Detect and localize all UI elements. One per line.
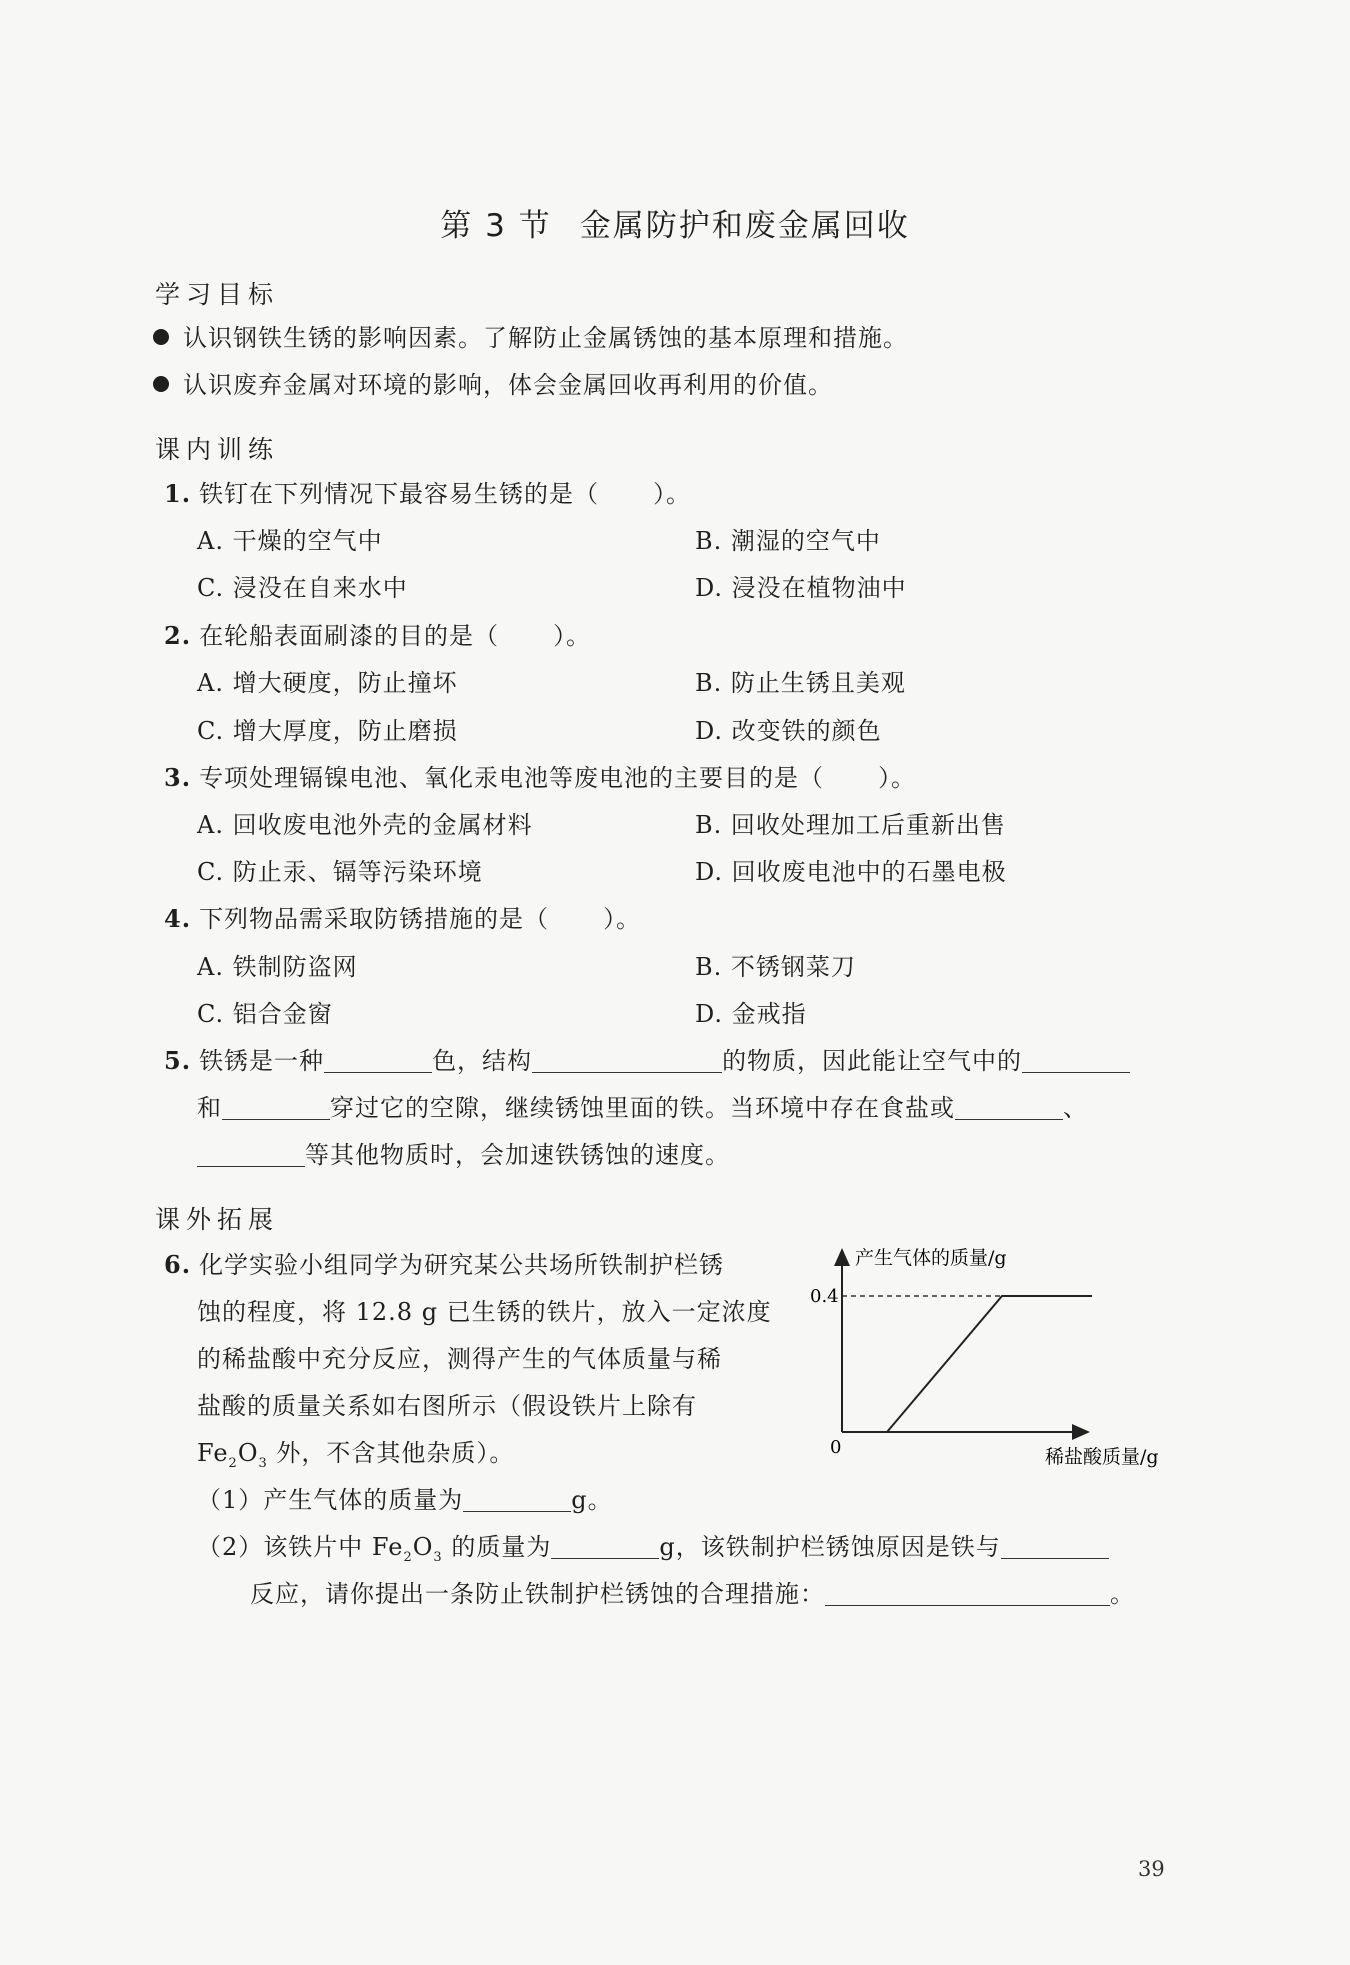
question-6: 6. 化学实验小组同学为研究某公共场所铁制护栏锈: [164, 1250, 725, 1279]
fill-blank[interactable]: [532, 1048, 722, 1073]
question-6-line: 盐酸的质量关系如右图所示（假设铁片上除有: [197, 1392, 697, 1420]
question-5: 5. 铁锈是一种 色，结构 的物质，因此能让空气中的: [164, 1046, 1130, 1076]
option-c: C. 铝合金窗: [197, 1000, 333, 1028]
objective-item: 认识废弃金属对环境的影响，体会金属回收再利用的价值。: [153, 370, 833, 400]
origin-label: 0: [830, 1437, 842, 1458]
option-d: D. 改变铁的颜色: [695, 717, 882, 745]
fill-blank[interactable]: [222, 1095, 330, 1120]
gas-mass-series-line: [887, 1296, 1092, 1432]
option-d: D. 回收废电池中的石墨电极: [695, 858, 1007, 886]
fill-blank[interactable]: [463, 1487, 571, 1512]
fill-blank[interactable]: [551, 1534, 659, 1559]
y-tick-label: 0.4: [810, 1286, 839, 1307]
fill-blank[interactable]: [955, 1095, 1063, 1120]
option-c: C. 浸没在自来水中: [197, 574, 408, 602]
question-5-line-3: 等其他物质时，会加速铁锈蚀的速度。: [197, 1140, 730, 1170]
fill-blank[interactable]: [1001, 1534, 1109, 1559]
option-b: B. 回收处理加工后重新出售: [695, 811, 1006, 839]
question-6-line: 的稀盐酸中充分反应，测得产生的气体质量与稀: [197, 1345, 722, 1373]
fill-blank[interactable]: [324, 1048, 432, 1073]
question-4: 4. 下列物品需采取防锈措施的是（ ）。: [164, 904, 642, 933]
option-a: A. 铁制防盗网: [197, 953, 358, 981]
section-title: [0, 200, 1350, 245]
section-title-text: 金属防护和废金属回收: [579, 208, 910, 244]
option-a: A. 回收废电池外壳的金属材料: [197, 811, 533, 839]
fill-blank[interactable]: [825, 1581, 1110, 1606]
fill-blank[interactable]: [197, 1142, 305, 1167]
gas-mass-chart: [800, 1240, 1159, 1470]
option-b: B. 不锈钢菜刀: [695, 953, 856, 981]
practice-heading: 课内训练: [155, 435, 280, 464]
option-a: A. 增大硬度，防止撞坏: [197, 669, 458, 697]
page-number: 39: [1138, 1857, 1165, 1881]
section-number: 第 3 节: [440, 208, 552, 244]
option-b: B. 潮湿的空气中: [695, 527, 881, 555]
x-axis-label: 稀盐酸质量/g: [1045, 1446, 1159, 1468]
question-1: 1. 铁钉在下列情况下最容易生锈的是（ ）。: [164, 479, 692, 508]
option-d: D. 浸没在植物油中: [695, 574, 907, 602]
objectives-heading: 学习目标: [155, 280, 280, 309]
bullet-icon: [153, 329, 169, 345]
question-2: 2. 在轮船表面刷漆的目的是（ ）。: [164, 621, 592, 650]
extension-heading: 课外拓展: [155, 1205, 280, 1234]
question-5-line-2: 和 穿过它的空隙，继续锈蚀里面的铁。当环境中存在食盐或 、: [197, 1094, 1088, 1122]
subquestion-2-line-2: 反应，请你提出一条防止铁制护栏锈蚀的合理措施： 。: [250, 1580, 1135, 1608]
question-3: 3. 专项处理镉镍电池、氧化汞电池等废电池的主要目的是（ ）。: [164, 763, 917, 792]
subquestion-1: （1）产生气体的质量为 g。: [197, 1486, 613, 1514]
y-axis-label: 产生气体的质量/g: [855, 1247, 1007, 1269]
option-d: D. 金戒指: [695, 1000, 807, 1028]
bullet-icon: [153, 376, 169, 392]
objective-item: 认识钢铁生锈的影响因素。了解防止金属锈蚀的基本原理和措施。: [153, 323, 908, 353]
subquestion-2: （2）该铁片中 $Fe_2O_3$ 的质量为 g，该铁制护栏锈蚀原因是铁与: [197, 1532, 1109, 1573]
fill-blank[interactable]: [1022, 1048, 1130, 1073]
question-6-line: 蚀的程度，将 12.8 g 已生锈的铁片，放入一定浓度: [197, 1298, 772, 1326]
option-c: C. 增大厚度，防止磨损: [197, 717, 458, 745]
option-c: C. 防止汞、镉等污染环境: [197, 858, 483, 886]
question-6-line: $Fe_2O_3$ 外，不含其他杂质）。: [197, 1439, 515, 1471]
option-b: B. 防止生锈且美观: [695, 669, 906, 697]
option-a: A. 干燥的空气中: [197, 527, 383, 555]
